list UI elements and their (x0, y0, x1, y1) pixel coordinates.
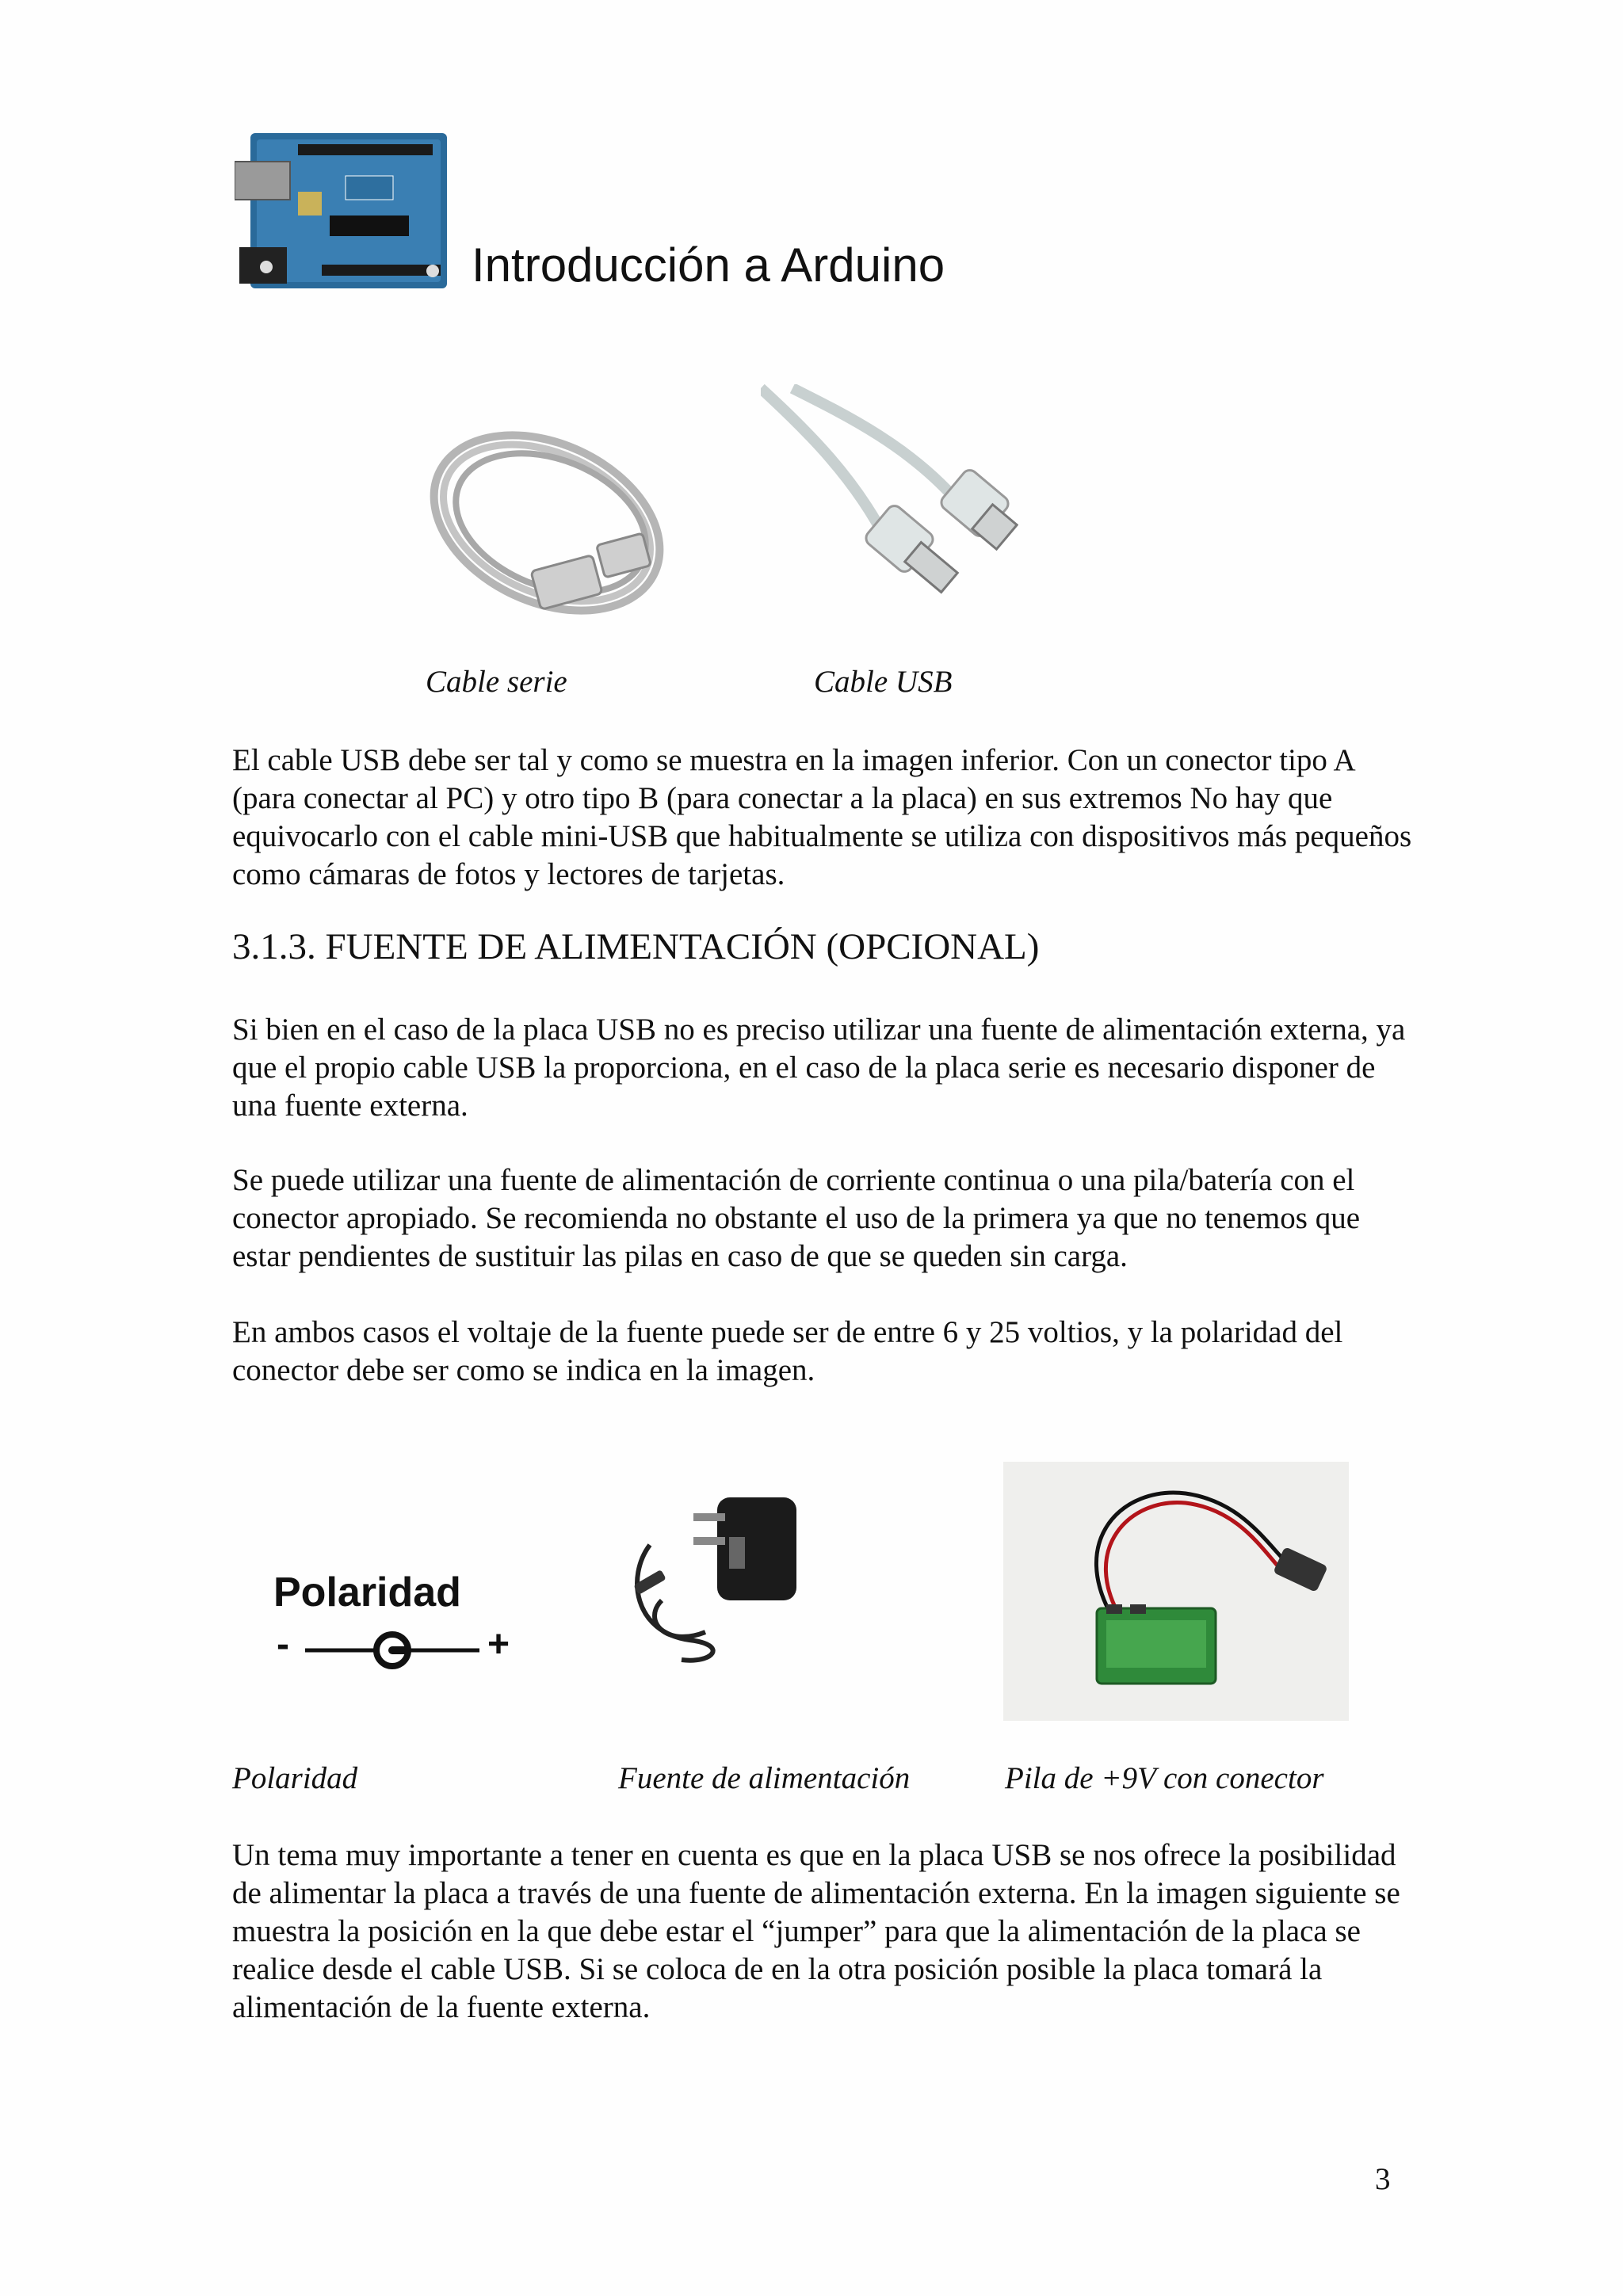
battery-caption: Pila de +9V con conector (1005, 1761, 1324, 1795)
section-heading: 3.1.3. FUENTE DE ALIMENTACIÓN (OPCIONAL) (232, 926, 1040, 967)
voltage-text: En ambos casos el voltaje de la fuente puede ser de entre 6 y 25 voltios, y la polaridad del conector debe ser como se indica en la imagen. (232, 1315, 1343, 1387)
voltage-paragraph (232, 1314, 1421, 1390)
polarity-plus: + (487, 1623, 510, 1665)
jumper-paragraph (232, 1836, 1421, 2027)
jumper-text: Un tema muy importante a tener en cuenta es que en la placa USB se nos ofrece la posibilidad de alimentar la placa a través de una fuente de alimentación externa. En la imagen siguiente se muestra la posición en la que debe estar el “jumper” para que la alimentación de la placa se realice desde el cable USB. Si se coloca de en la otra posición posible la placa tomará la alimentación de la fuente externa. (232, 1838, 1400, 2024)
polarity-minus: - (277, 1623, 289, 1665)
page-number: 3 (1375, 2162, 1391, 2196)
power-types-text: Se puede utilizar una fuente de alimentación de corriente continua o una pila/batería con el conector apropiado. Se recomienda no obstante el uso de la primera ya que no tenemos que estar pendientes de sustituir las pilas en caso de que se queden sin carga. (232, 1163, 1361, 1273)
power-adapter-caption: Fuente de alimentación (618, 1761, 911, 1795)
usb-cable-icon (761, 384, 1018, 606)
usb-cable-text: El cable USB debe ser tal y como se muestra en la imagen inferior. Con un conector tipo A (para conectar al PC) y otro tipo B (para conectar a la placa) en sus extremos No hay que equivocarlo con el cable mini-USB que habitualmente se utiliza con dispositivos más pequeños como cámaras de fotos y lectores de tarjetas. (232, 743, 1412, 891)
polarity-caption: Polaridad (232, 1761, 358, 1795)
serial-cable-caption: Cable serie (426, 665, 567, 699)
polarity-label: Polaridad (273, 1569, 461, 1615)
arduino-board-icon (235, 128, 450, 293)
serial-cable-icon (416, 404, 685, 634)
battery-9v-connector-icon (1003, 1462, 1349, 1721)
power-intro-paragraph (232, 1011, 1421, 1125)
polarity-symbol-icon (273, 1569, 519, 1688)
usb-cable-paragraph (232, 742, 1421, 894)
power-adapter-icon (618, 1482, 808, 1672)
usb-cable-caption: Cable USB (814, 665, 953, 699)
power-types-paragraph (232, 1161, 1421, 1276)
page-title: Introducción a Arduino (472, 238, 945, 292)
power-intro-text: Si bien en el caso de la placa USB no es preciso utilizar una fuente de alimentación externa, ya que el propio cable USB la proporciona, en el caso de la placa serie es necesario disponer de una fuente externa. (232, 1013, 1406, 1123)
